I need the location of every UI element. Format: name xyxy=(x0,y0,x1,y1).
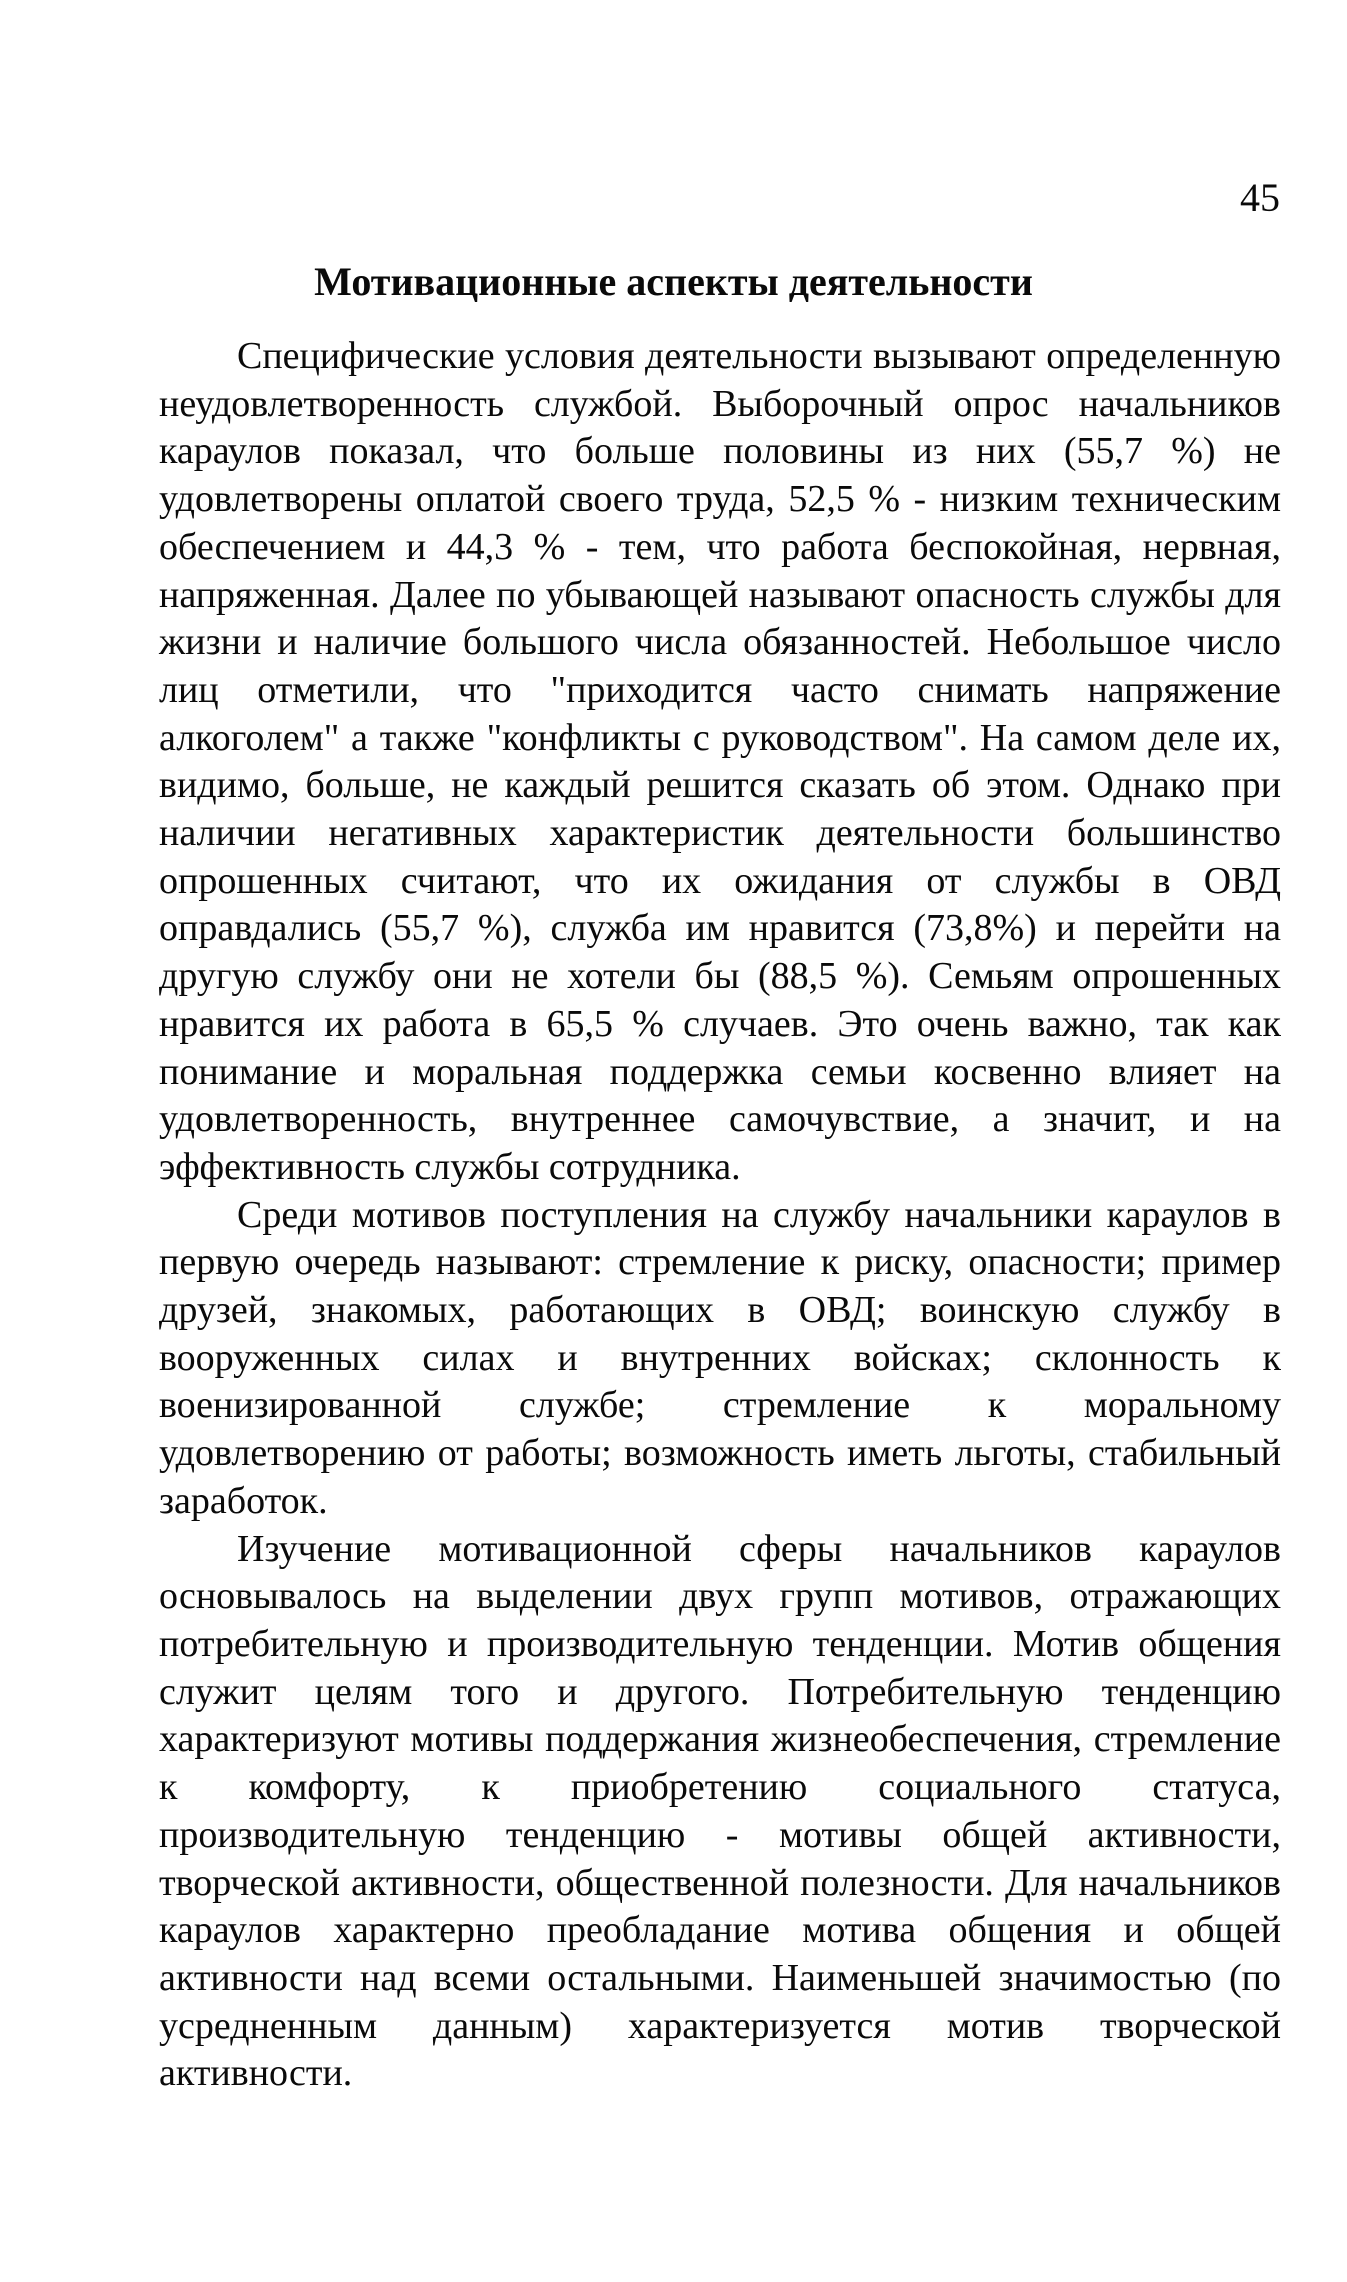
paragraph: Специфические условия деятельности вызывают определенную неудовлетворенность службой. Выборочный опрос начальников караулов показал, что больше половины из них (55,7 %) не удовлетворены оплатой своего труда, 52,5 % - низким техническим обеспечением и 44,3 % - тем, что работа беспокойная, нервная, напряженная. Далее по убывающей называют опасность службы для жизни и наличие большого числа обязанностей. Небольшое число лиц отметили, что "приходится часто снимать напряжение алкоголем" а также "конфликты с руководством". На самом деле их, видимо, больше, не каждый решится сказать об этом. Однако при наличии негативных характеристик деятельности большинство опрошенных считают, что их ожидания от службы в ОВД оправдались (55,7 %), служба им нравится (73,8%) и перейти на другую службу они не хотели бы (88,5 %). Семьям опрошенных нравится их работа в 65,5 % случаев. Это очень важно, так как понимание и моральная поддержка семьи косвенно влияет на удовлетворенность, внутреннее самочувствие, а значит, и на эффективность службы сотрудника. xyxy=(159,335,1281,1188)
body-text xyxy=(159,333,1281,2098)
section-heading: Мотивационные аспекты деятельности xyxy=(314,259,1033,304)
paragraph: Изучение мотивационной сферы начальников караулов основывалось на выделении двух групп мотивов, отражающих потребительную и производительную тенденции. Мотив общения служит целям того и другого. Потребительную тенденцию характеризуют мотивы поддержания жизнеобеспечения, стремление к комфорту, к приобретению социального статуса, производительную тенденцию - мотивы общей активности, творческой активности, общественной полезности. Для начальников караулов характерно преобладание мотива общения и общей активности над всеми остальными. Наименьшей значимостью (по усредненным данным) характеризуется мотив творческой активности. xyxy=(159,1527,1281,2095)
paragraph: Среди мотивов поступления на службу начальники караулов в первую очередь называют: стремление к риску, опасности; пример друзей, знакомых, работающих в ОВД; воинскую службу в вооруженных силах и внутренних войсках; склонность к военизированной службе; стремление к моральному удовлетворению от работы; возможность иметь льготы, стабильный заработок. xyxy=(159,1193,1281,1522)
page-number: 45 xyxy=(1240,175,1280,220)
